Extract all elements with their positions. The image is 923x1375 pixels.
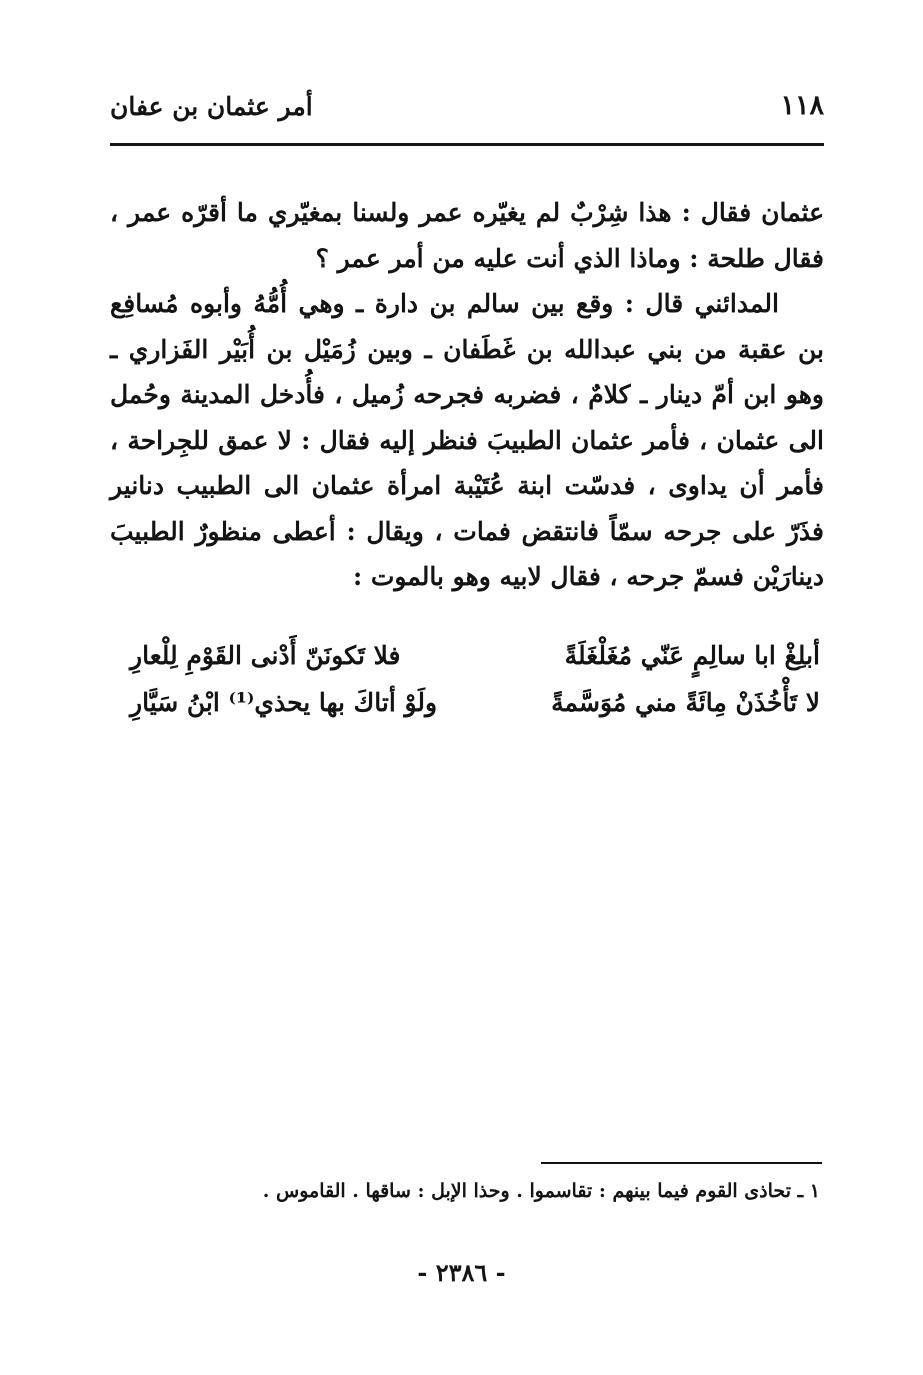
running-title: أمر عثمان بن عفان: [110, 92, 313, 121]
body-text: [110, 190, 824, 600]
paragraph: المدائني قال : وقع بين سالم بن دارة ـ وهي أُمُّهُ وأبوه مُسافِع بن عقبة من بني عبدالله بن غَطَفان ـ وبين زُمَيْل بن أُبَيْر الفَزاري ـ وهو ابن أمّ دينار ـ كلامٌ ، فضربه فجرحه زُميل ، فأُدخل المدينة وحُمل الى عثمان ، فأمر عثمان الطبيبَ فنظر إليه فقال : لا عمق للجِراحة ، فأمر أن يداوى ، فدسّت ابنة عُتَيْبة امرأة عثمان الى الطبيب دنانير فذَرّ على جرحه سمّاً فانتقض فمات ، ويقال : أعطى منظورٌ الطبيبَ دينارَيْن فسمّ جرحه ، فقال لابيه وهو بالموت :: [110, 289, 824, 591]
verse-second-hemistich: فلا تَكونَنّ أَدْنى القَوْمِ لِلْعارِ: [130, 641, 401, 670]
page-header: [110, 88, 824, 144]
poem: [130, 632, 820, 726]
verse-first-hemistich: لا تَأْخُذَنْ مِائَةً مني مُوَسَّمةً: [551, 688, 820, 717]
folio-number: - ٢٣٨٦ -: [417, 1258, 506, 1287]
verse-first-hemistich: أبلِغْ ابا سالِمٍ عَنّي مُغَلْغَلَةً: [564, 641, 820, 670]
verse-line: [130, 632, 820, 679]
verse-second-hemistich: ولَوْ أتاكَ بها يحذي⁽¹⁾ ابْنُ سَيَّارِ: [130, 688, 438, 717]
header-rule: [110, 143, 824, 146]
footnote: ١ ـ تحاذى القوم فيما بينهم : تقاسموا . وحذا الإبل : ساقها . القاموس .: [262, 1180, 820, 1202]
verse-line: [130, 679, 820, 726]
footnote-rule: [541, 1162, 822, 1164]
paragraph: عثمان فقال : هذا شِرْبٌ لم يغيّره عمر ولسنا بمغيّري ما أقرّه عمر ، فقال طلحة : وماذا الذي أنت عليه من أمر عمر ؟: [110, 198, 824, 273]
page-number: ١١٨: [780, 90, 824, 121]
